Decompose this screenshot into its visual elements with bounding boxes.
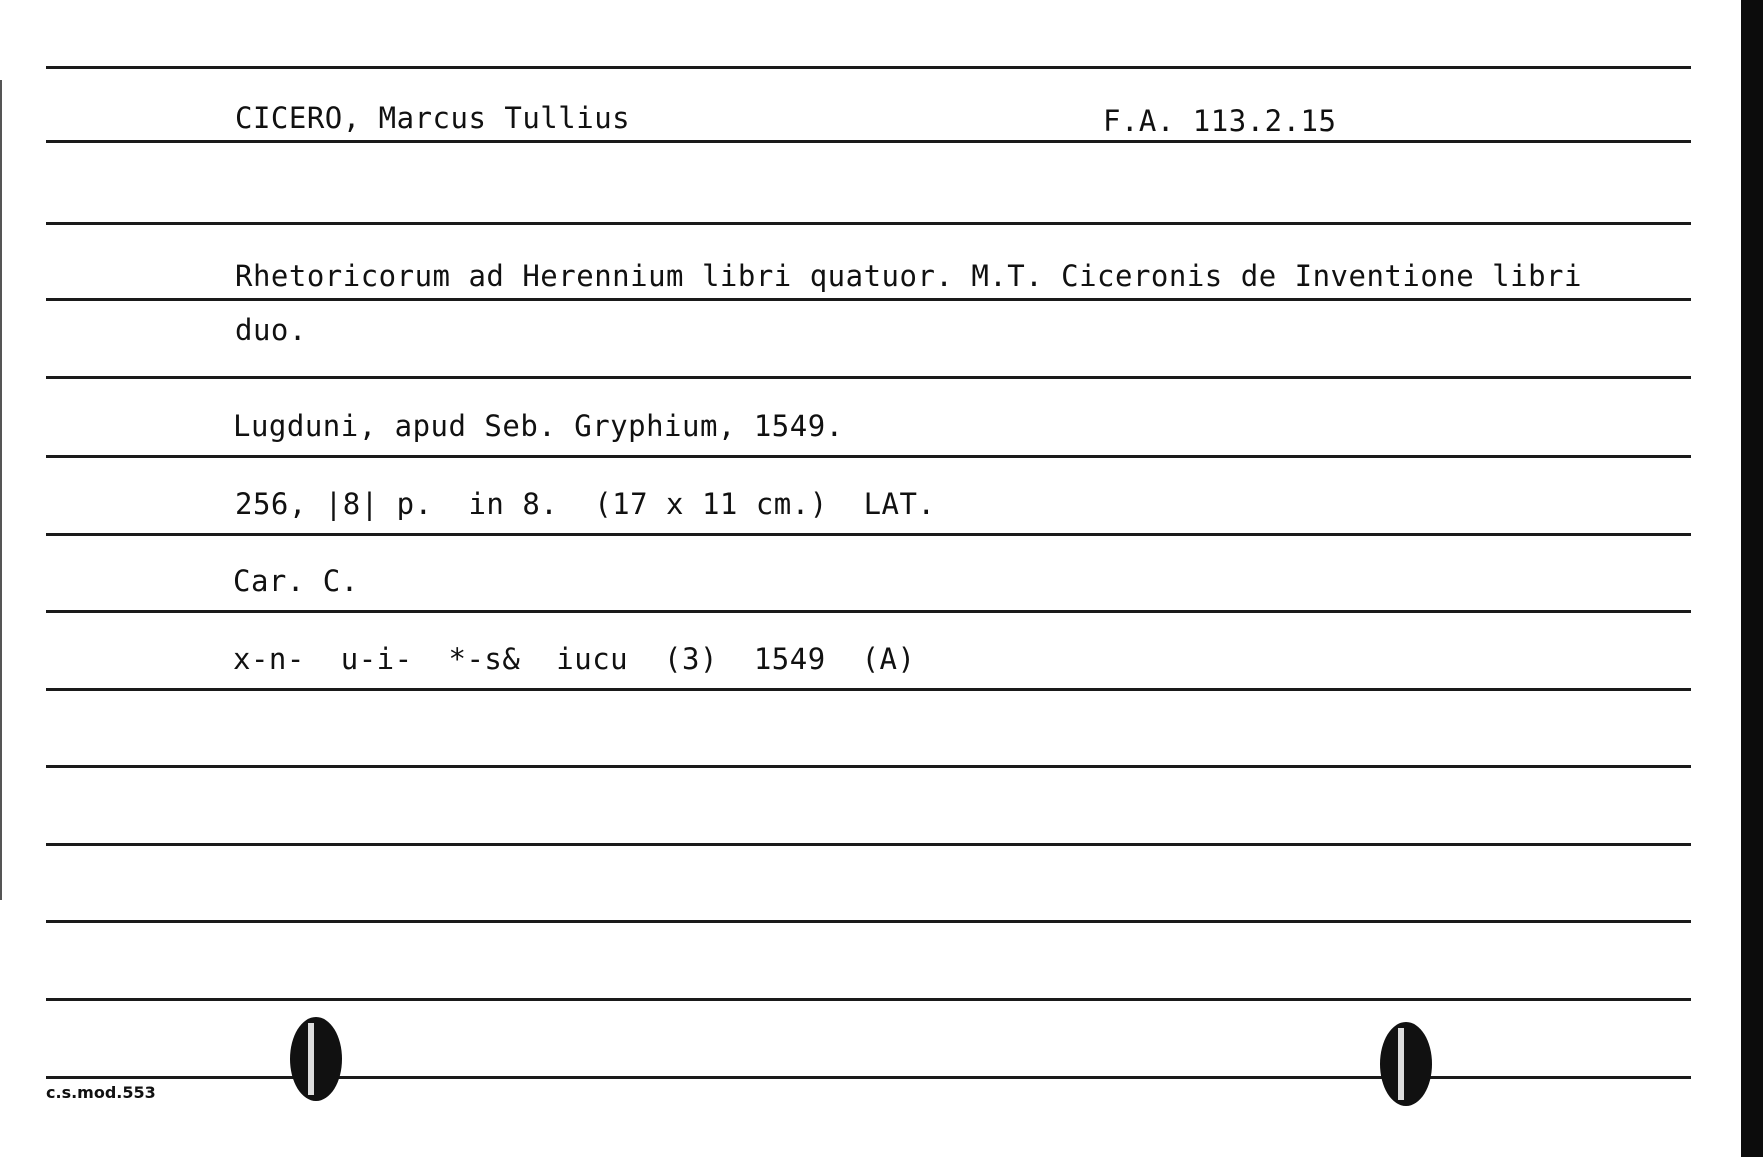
ruled-line [46, 376, 1691, 379]
card-left-edge [0, 80, 2, 900]
form-code: c.s.mod.553 [46, 1083, 156, 1102]
punch-hole-right [1380, 1022, 1432, 1106]
punch-hole-left [290, 1017, 342, 1101]
ruled-line [46, 610, 1691, 613]
ruled-line [46, 998, 1691, 1001]
title-line-2: duo. [235, 313, 307, 347]
ruled-line [46, 140, 1691, 143]
ruled-line [46, 843, 1691, 846]
ruled-line [46, 688, 1691, 691]
ruled-line [46, 66, 1691, 69]
ruled-line [46, 533, 1691, 536]
author-heading: CICERO, Marcus Tullius [235, 101, 631, 135]
title-line-1: Rhetoricorum ad Herennium libri quatuor. M.T. Ciceronis de Inventione libri [235, 259, 1582, 293]
collation-line: 256, |8| p. in 8. (17 x 11 cm.) LAT. [235, 487, 936, 521]
ruled-line [46, 222, 1691, 225]
ruled-line [46, 455, 1691, 458]
ruled-line [46, 920, 1691, 923]
fingerprint-line: x-n- u-i- *-s& iucu (3) 1549 (A) [233, 642, 916, 676]
shelfmark: F.A. 113.2.15 [1103, 104, 1337, 138]
ruled-line [46, 765, 1691, 768]
note-line: Car. C. [233, 564, 359, 598]
card-right-edge [1741, 0, 1763, 1157]
ruled-line [46, 298, 1691, 301]
imprint-line: Lugduni, apud Seb. Gryphium, 1549. [233, 409, 844, 443]
